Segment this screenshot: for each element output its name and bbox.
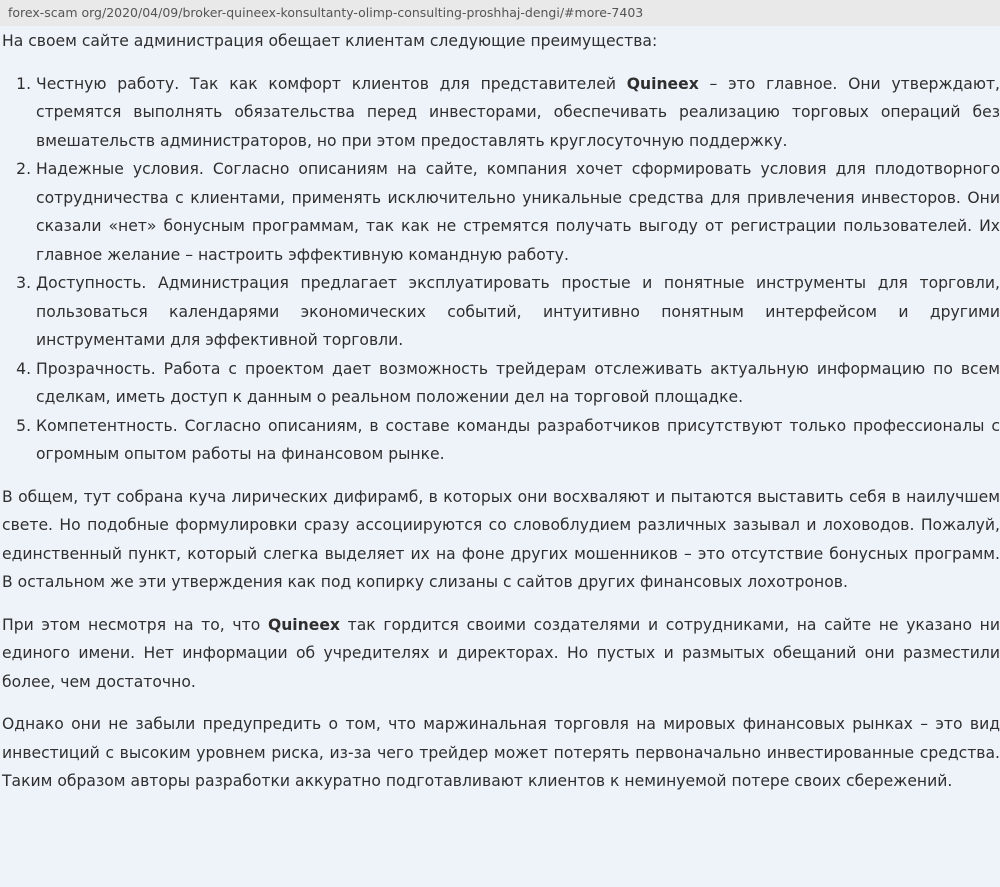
- brand-name: Quineex: [267, 615, 340, 634]
- list-item: [36, 70, 1000, 156]
- paragraph: В общем, тут собрана куча лирических дифирамб, в которых они восхваляют и пытаются выставить себя в наилучшем свете. Но подобные формулировки сразу ассоциируются со словоблудием различных зазывал и лоховодов. Пожалуй, единственный пункт, который слегка выделяет их на фоне других мошенников – это отсутствие бонусных программ. В остальном же эти утверждения как под копирку слизаны с сайтов других финансовых лохотронов.: [2, 487, 1000, 591]
- list-item-text: – это главное. Они утверждают, стремятся выполнять обязательства перед инвесторами, обеспечивать реализацию торговых операций без вмешательств администраторов, но при этом предоставлять круглосуточную поддержку.: [36, 74, 1000, 150]
- paragraph: Однако они не забыли предупредить о том, что маржинальная торговля на мировых финансовых рынках – это вид инвестиций с высоким уровнем риска, из-за чего трейдер может потерять первоначально инвестированные средства. Таким образом авторы разработки аккуратно подготавливают клиентов к неминуемой потере своих сбережений.: [2, 715, 1000, 790]
- article-body: [0, 26, 1000, 796]
- list-item: 2. Надежные условия. Согласно описаниям на сайте, компания хочет сформировать условия для плодотворного сотрудничества с клиентами, применять исключительно уникальные средства для привлечения инвесторов. Они сказали «нет» бонусным программам, так как не стремятся получать выгоду от регистрации пользователей. Их главное желание – настроить эффективную командную работу.: [36, 155, 1000, 269]
- advantages-list: [2, 70, 1000, 469]
- paragraph-text: При этом несмотря на то, что: [2, 615, 268, 634]
- list-item: 4. Прозрачность. Работа с проектом дает возможность трейдерам отслеживать актуальную информацию по всем сделкам, иметь доступ к данным о реальном положении дел на торговой площадке.: [36, 355, 1000, 412]
- brand-name: Quineex: [626, 74, 699, 93]
- paragraph: [2, 611, 1000, 697]
- intro-text: На своем сайте администрация обещает клиентам следующие преимущества:: [2, 32, 658, 50]
- paragraph-text: так гордится своими создателями и сотрудниками, на сайте не указано ни единого имени. Нет информации об учредителях и директорах. Но пустых и размытых обещаний они разместили более, чем достаточно.: [2, 615, 1000, 691]
- list-item: 5. Компетентность. Согласно описаниям, в составе команды разработчиков присутствуют только профессионалы с огромным опытом работы на финансовом рынке.: [36, 412, 1000, 469]
- list-item-text: Честную работу. Так как комфорт клиентов для представителей: [36, 74, 627, 93]
- list-item: 3. Доступность. Администрация предлагает эксплуатировать простые и понятные инструменты для торговли, пользоваться календарями экономических событий, интуитивно понятным интерфейсом и другими инструментами для эффективной торговли.: [36, 269, 1000, 355]
- source-url: forex-scam org/2020/04/09/broker-quineex-konsultanty-olimp-consulting-proshhaj-dengi/#more-7403: [0, 0, 1000, 26]
